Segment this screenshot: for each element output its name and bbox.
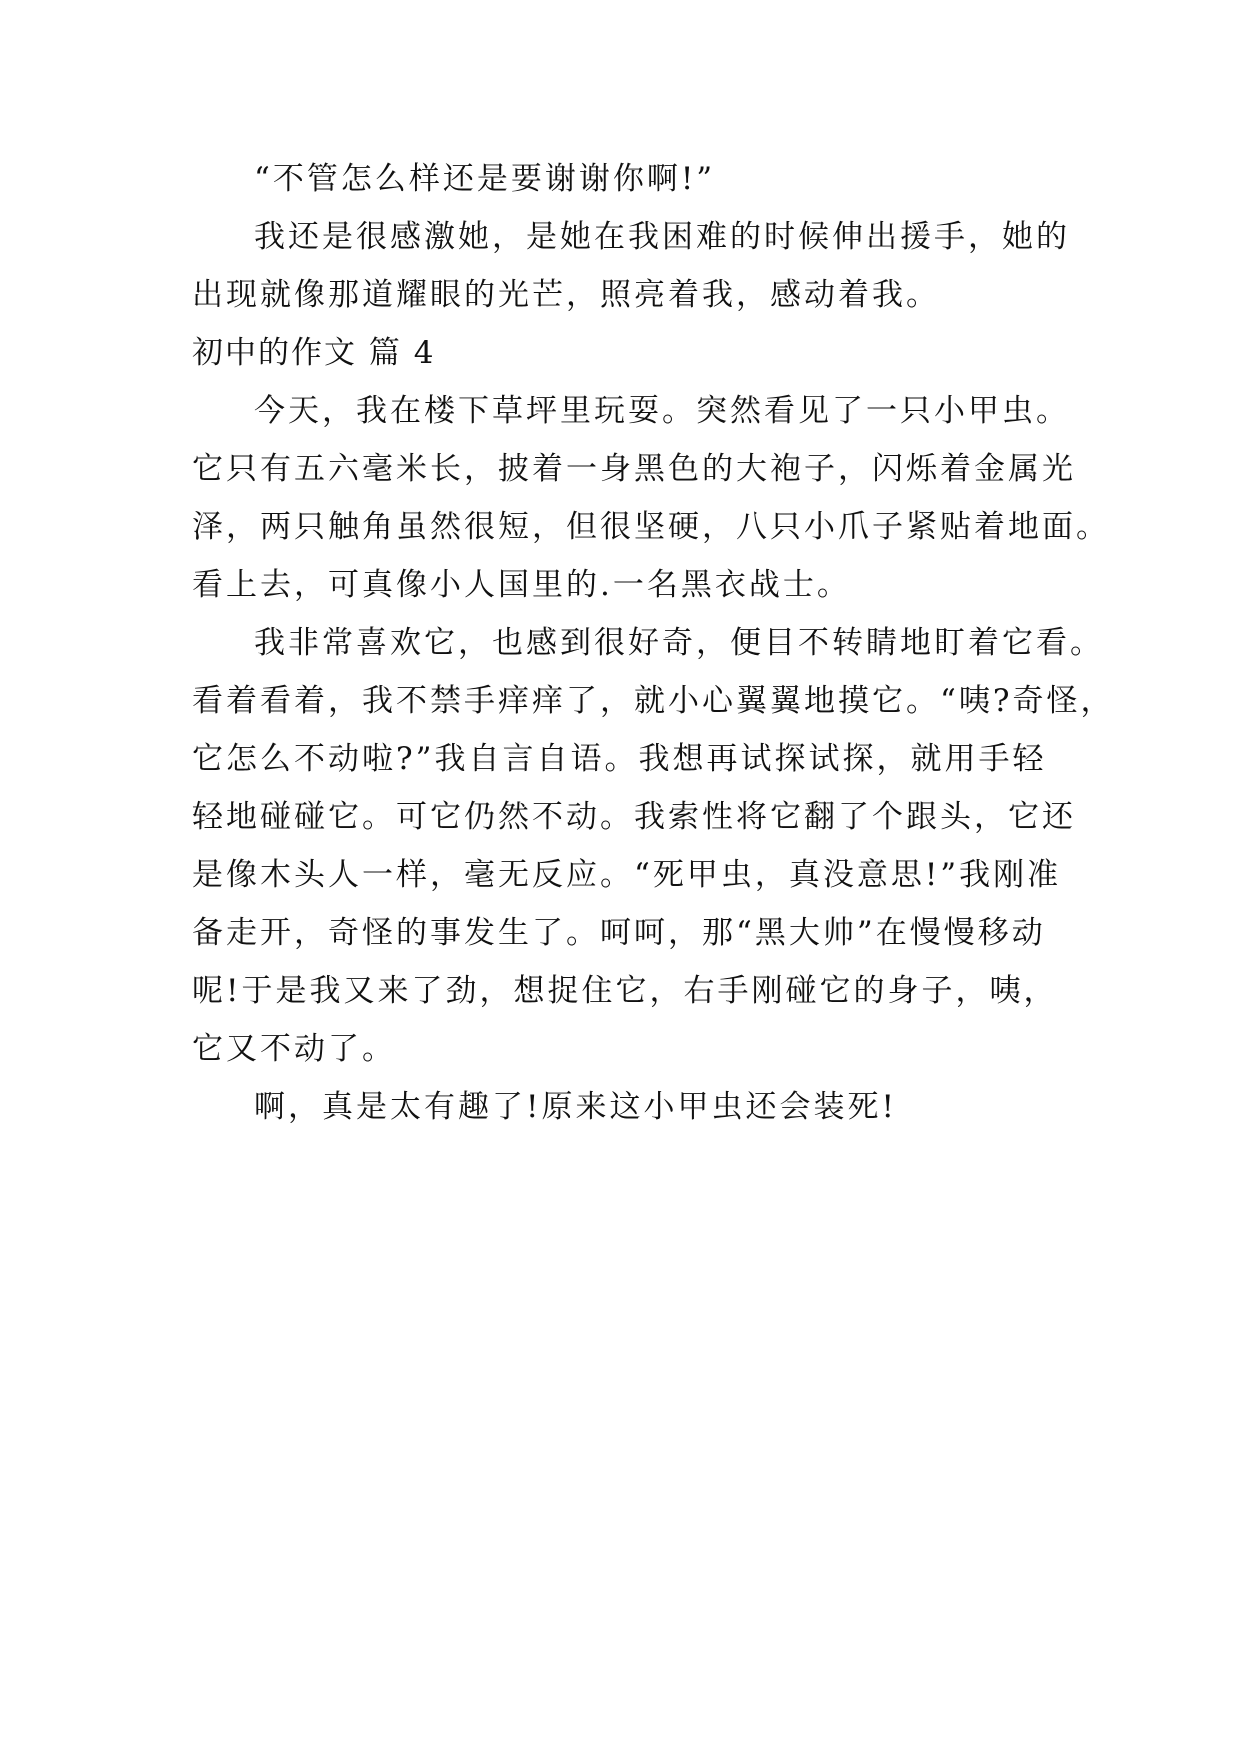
paragraph-line: 啊，真是太有趣了!原来这小甲虫还会装死! [254,1089,897,1125]
paragraph-line: 它怎么不动啦?”我自言自语。我想再试探试探，就用手轻 [192,741,1047,777]
paragraph-line: 看着看着，我不禁手痒痒了，就小心翼翼地摸它。“咦?奇怪， [192,683,1115,719]
paragraph-line: 今天，我在楼下草坪里玩耍。突然看见了一只小甲虫。 [254,393,1070,429]
paragraph-line: “不管怎么样还是要谢谢你啊!” [254,161,716,197]
paragraph-line: 我非常喜欢它，也感到很好奇，便目不转睛地盯着它看。 [254,625,1104,661]
paragraph-line: 出现就像那道耀眼的光芒，照亮着我，感动着我。 [192,277,940,313]
paragraph-line: 呢!于是我又来了劲，想捉住它，右手刚碰它的身子，咦， [192,973,1058,1009]
paragraph-line: 是像木头人一样，毫无反应。“死甲虫，真没意思!”我刚准 [192,857,1062,893]
paragraph-line: 泽，两只触角虽然很短，但很坚硬，八只小爪子紧贴着地面。 [192,509,1110,545]
section-heading: 初中的作文 篇 4 [192,335,436,371]
paragraph-line: 轻地碰碰它。可它仍然不动。我索性将它翻了个跟头，它还 [192,799,1076,835]
paragraph-line: 它只有五六毫米长，披着一身黑色的大袍子，闪烁着金属光 [192,451,1076,487]
paragraph-line: 我还是很感激她，是她在我困难的时候伸出援手，她的 [254,219,1070,255]
paragraph-line: 备走开，奇怪的事发生了。呵呵，那“黑大帅”在慢慢移动 [192,915,1046,951]
paragraph-line: 它又不动了。 [192,1031,396,1067]
document-body [192,150,1115,1136]
paragraph-line: 看上去，可真像小人国里的.一名黑衣战士。 [192,567,851,603]
